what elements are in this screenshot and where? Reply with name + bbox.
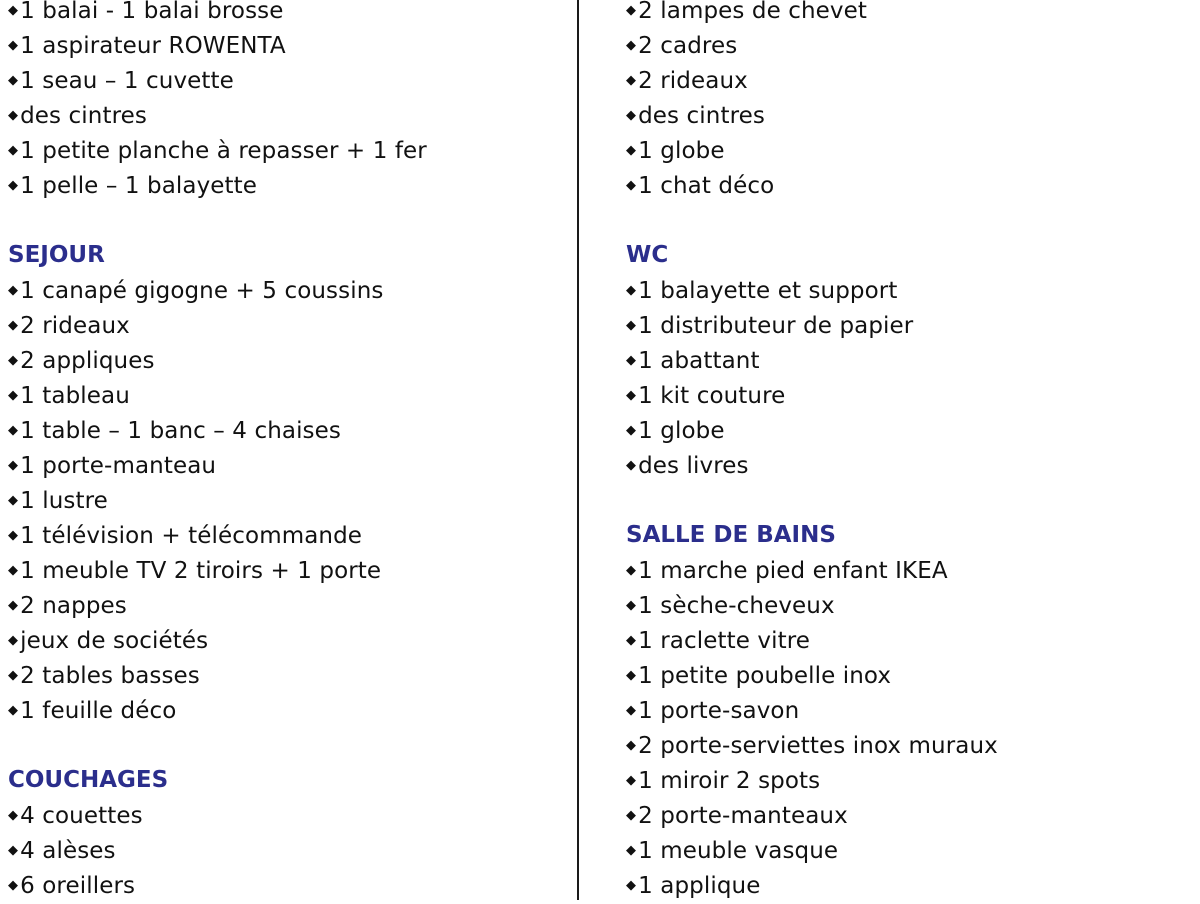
list-item — [8, 588, 578, 623]
list-item-text: 1 télévision + télécommande — [20, 523, 363, 549]
list-item — [626, 448, 1196, 483]
list-item — [8, 693, 578, 728]
diamond-bullet-icon: ◆ — [8, 458, 19, 473]
list-item — [626, 623, 1196, 658]
diamond-bullet-icon: ◆ — [8, 178, 19, 193]
list-item — [626, 833, 1196, 868]
diamond-bullet-icon: ◆ — [626, 283, 637, 298]
list-item-text: 1 balayette et support — [638, 278, 898, 304]
diamond-bullet-icon: ◆ — [626, 3, 637, 18]
list-item — [626, 273, 1196, 308]
section-title-sejour: SEJOUR — [8, 242, 105, 268]
diamond-bullet-icon: ◆ — [8, 808, 19, 823]
list-item-text: 2 appliques — [20, 348, 155, 374]
list-item — [8, 483, 578, 518]
diamond-bullet-icon: ◆ — [8, 703, 19, 718]
list-item-text: 4 alèses — [20, 838, 116, 864]
list-item-text: 4 couettes — [20, 803, 143, 829]
list-item — [8, 833, 578, 868]
diamond-bullet-icon: ◆ — [8, 423, 19, 438]
salle-de-bains-list — [626, 553, 1196, 903]
left-column — [8, 0, 578, 903]
list-item — [8, 448, 578, 483]
diamond-bullet-icon: ◆ — [8, 878, 19, 893]
diamond-bullet-icon: ◆ — [626, 178, 637, 193]
list-item-text: 1 seau – 1 cuvette — [20, 68, 234, 94]
list-item — [626, 98, 1196, 133]
diamond-bullet-icon: ◆ — [8, 633, 19, 648]
list-item — [626, 868, 1196, 903]
list-item-text: 1 feuille déco — [20, 698, 177, 724]
section-title-couchages: COUCHAGES — [8, 767, 169, 793]
diamond-bullet-icon: ◆ — [8, 843, 19, 858]
section-gap — [8, 728, 578, 763]
list-item-text: 1 meuble TV 2 tiroirs + 1 porte — [20, 558, 382, 584]
right-column — [626, 0, 1196, 903]
list-item-text: 1 pelle – 1 balayette — [20, 173, 258, 199]
diamond-bullet-icon: ◆ — [8, 143, 19, 158]
diamond-bullet-icon: ◆ — [8, 108, 19, 123]
section-title-salle-de-bains: SALLE DE BAINS — [626, 522, 836, 548]
diamond-bullet-icon: ◆ — [626, 38, 637, 53]
list-item — [626, 553, 1196, 588]
diamond-bullet-icon: ◆ — [626, 318, 637, 333]
list-item-text: 1 balai - 1 balai brosse — [20, 0, 284, 24]
diamond-bullet-icon: ◆ — [626, 773, 637, 788]
list-item-text: 1 marche pied enfant IKEA — [638, 558, 948, 584]
list-item — [626, 798, 1196, 833]
list-item — [8, 518, 578, 553]
wc-list — [626, 273, 1196, 483]
list-item — [626, 658, 1196, 693]
section-gap — [626, 203, 1196, 238]
diamond-bullet-icon: ◆ — [626, 598, 637, 613]
list-item-text: 1 distributeur de papier — [638, 313, 914, 339]
list-item — [626, 0, 1196, 28]
list-item — [626, 693, 1196, 728]
list-item — [8, 98, 578, 133]
diamond-bullet-icon: ◆ — [8, 563, 19, 578]
diamond-bullet-icon: ◆ — [8, 353, 19, 368]
diamond-bullet-icon: ◆ — [626, 633, 637, 648]
diamond-bullet-icon: ◆ — [626, 668, 637, 683]
list-item — [626, 63, 1196, 98]
list-item-text: 1 lustre — [20, 488, 108, 514]
list-item — [626, 28, 1196, 63]
diamond-bullet-icon: ◆ — [8, 283, 19, 298]
left-top-list — [8, 0, 578, 203]
couchages-list — [8, 798, 578, 903]
list-item — [8, 168, 578, 203]
list-item — [8, 378, 578, 413]
list-item — [626, 168, 1196, 203]
list-item — [626, 588, 1196, 623]
list-item — [8, 273, 578, 308]
list-item — [626, 343, 1196, 378]
diamond-bullet-icon: ◆ — [626, 458, 637, 473]
list-item — [626, 378, 1196, 413]
list-item-text: 2 rideaux — [20, 313, 130, 339]
list-item-text: 2 nappes — [20, 593, 127, 619]
list-item — [8, 63, 578, 98]
diamond-bullet-icon: ◆ — [8, 668, 19, 683]
list-item-text: des livres — [638, 453, 749, 479]
list-item-text: 1 miroir 2 spots — [638, 768, 821, 794]
list-item — [8, 343, 578, 378]
list-item — [8, 28, 578, 63]
diamond-bullet-icon: ◆ — [8, 388, 19, 403]
diamond-bullet-icon: ◆ — [626, 108, 637, 123]
diamond-bullet-icon: ◆ — [626, 808, 637, 823]
list-item — [8, 623, 578, 658]
diamond-bullet-icon: ◆ — [626, 703, 637, 718]
list-item-text: 1 sèche-cheveux — [638, 593, 835, 619]
column-divider — [577, 0, 579, 900]
diamond-bullet-icon: ◆ — [8, 73, 19, 88]
list-item-text: 1 tableau — [20, 383, 130, 409]
list-item — [8, 798, 578, 833]
list-item-text: 1 raclette vitre — [638, 628, 811, 654]
list-item-text: 1 table – 1 banc – 4 chaises — [20, 418, 341, 444]
diamond-bullet-icon: ◆ — [626, 388, 637, 403]
list-item — [8, 553, 578, 588]
right-top-list — [626, 0, 1196, 203]
diamond-bullet-icon: ◆ — [626, 843, 637, 858]
list-item-text: jeux de sociétés — [20, 628, 209, 654]
diamond-bullet-icon: ◆ — [626, 143, 637, 158]
diamond-bullet-icon: ◆ — [8, 598, 19, 613]
diamond-bullet-icon: ◆ — [626, 878, 637, 893]
list-item-text: 1 porte-savon — [638, 698, 800, 724]
list-item — [8, 868, 578, 903]
list-item-text: 1 petite poubelle inox — [638, 663, 892, 689]
list-item-text: 1 aspirateur ROWENTA — [20, 33, 286, 59]
diamond-bullet-icon: ◆ — [626, 353, 637, 368]
list-item — [626, 763, 1196, 798]
list-item-text: 2 lampes de chevet — [638, 0, 868, 24]
list-item-text: 6 oreillers — [20, 873, 136, 899]
list-item — [626, 308, 1196, 343]
list-item-text: 1 chat déco — [638, 173, 775, 199]
list-item-text: 1 canapé gigogne + 5 coussins — [20, 278, 384, 304]
diamond-bullet-icon: ◆ — [8, 3, 19, 18]
list-item-text: 2 tables basses — [20, 663, 200, 689]
section-gap — [626, 483, 1196, 518]
list-item-text: 2 porte-serviettes inox muraux — [638, 733, 998, 759]
list-item — [8, 413, 578, 448]
diamond-bullet-icon: ◆ — [626, 73, 637, 88]
sejour-list — [8, 273, 578, 728]
section-title-wc: WC — [626, 242, 669, 268]
list-item — [626, 413, 1196, 448]
list-item — [8, 0, 578, 28]
list-item-text: 1 abattant — [638, 348, 760, 374]
list-item-text: 2 porte-manteaux — [638, 803, 848, 829]
diamond-bullet-icon: ◆ — [8, 318, 19, 333]
list-item-text: 1 kit couture — [638, 383, 786, 409]
list-item-text: des cintres — [20, 103, 147, 129]
diamond-bullet-icon: ◆ — [8, 493, 19, 508]
list-item — [8, 658, 578, 693]
list-item — [8, 133, 578, 168]
diamond-bullet-icon: ◆ — [626, 423, 637, 438]
list-item-text: 2 rideaux — [638, 68, 748, 94]
diamond-bullet-icon: ◆ — [8, 38, 19, 53]
list-item-text: 1 globe — [638, 418, 725, 444]
list-item-text: 1 meuble vasque — [638, 838, 839, 864]
list-item-text: 1 petite planche à repasser + 1 fer — [20, 138, 427, 164]
diamond-bullet-icon: ◆ — [626, 738, 637, 753]
diamond-bullet-icon: ◆ — [626, 563, 637, 578]
list-item-text: 2 cadres — [638, 33, 738, 59]
section-gap — [8, 203, 578, 238]
list-item — [626, 133, 1196, 168]
list-item-text: 1 globe — [638, 138, 725, 164]
list-item-text: 1 porte-manteau — [20, 453, 217, 479]
list-item — [626, 728, 1196, 763]
list-item-text: 1 applique — [638, 873, 761, 899]
list-item — [8, 308, 578, 343]
diamond-bullet-icon: ◆ — [8, 528, 19, 543]
list-item-text: des cintres — [638, 103, 765, 129]
